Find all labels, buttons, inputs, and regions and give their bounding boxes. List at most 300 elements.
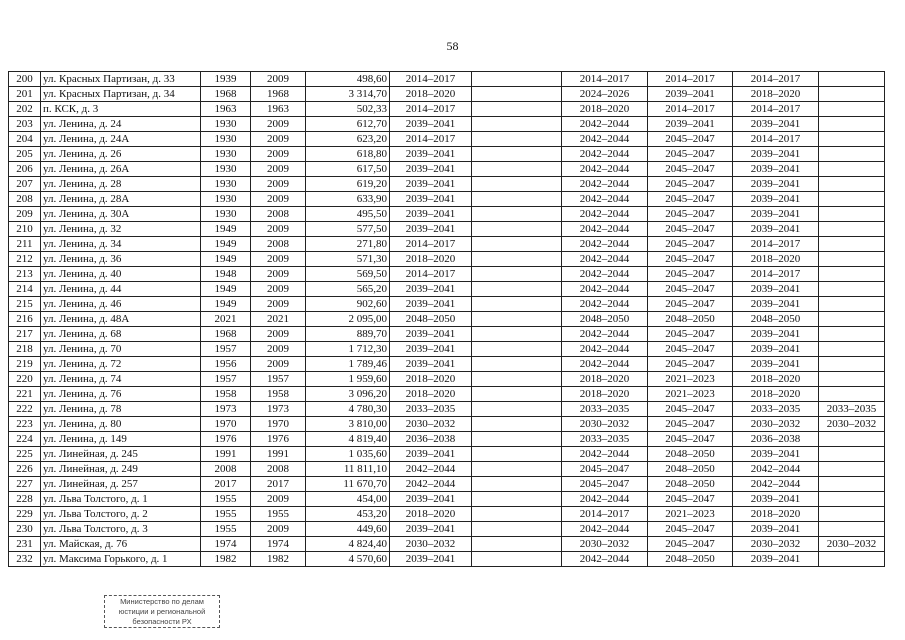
period-1-cell: 2030–2032 [390, 417, 472, 432]
period-3-cell: 2042–2044 [562, 117, 648, 132]
row-number-cell: 222 [9, 402, 41, 417]
address-cell: ул. Красных Партизан, д. 33 [41, 72, 201, 87]
year-cell: 2008 [251, 462, 306, 477]
period-1-cell: 2048–2050 [390, 312, 472, 327]
period-4-cell: 2045–2047 [648, 342, 733, 357]
period-6-cell: 2030–2032 [819, 537, 885, 552]
period-1-cell: 2039–2041 [390, 147, 472, 162]
period-4-cell: 2045–2047 [648, 222, 733, 237]
build-year-cell: 1968 [201, 87, 251, 102]
period-5-cell: 2039–2041 [733, 207, 819, 222]
period-4-cell: 2045–2047 [648, 492, 733, 507]
period-6-cell [819, 297, 885, 312]
period-3-cell: 2042–2044 [562, 357, 648, 372]
period-1-cell: 2039–2041 [390, 222, 472, 237]
period-1-cell: 2018–2020 [390, 372, 472, 387]
table-row [9, 417, 885, 432]
year-cell: 2009 [251, 327, 306, 342]
year-cell: 1957 [251, 372, 306, 387]
row-number-cell: 204 [9, 132, 41, 147]
area-cell: 498,60 [306, 72, 390, 87]
year-cell: 2008 [251, 207, 306, 222]
row-number-cell: 230 [9, 522, 41, 537]
table-row [9, 477, 885, 492]
period-6-cell [819, 342, 885, 357]
period-5-cell: 2018–2020 [733, 507, 819, 522]
year-cell: 2009 [251, 132, 306, 147]
address-cell: ул. Ленина, д. 44 [41, 282, 201, 297]
period-1-cell: 2039–2041 [390, 207, 472, 222]
row-number-cell: 213 [9, 267, 41, 282]
period-1-cell: 2039–2041 [390, 522, 472, 537]
table-row [9, 162, 885, 177]
period-4-cell: 2045–2047 [648, 402, 733, 417]
year-cell: 2009 [251, 162, 306, 177]
row-number-cell: 212 [9, 252, 41, 267]
period-3-cell: 2042–2044 [562, 342, 648, 357]
row-number-cell: 214 [9, 282, 41, 297]
address-cell: ул. Ленина, д. 40 [41, 267, 201, 282]
period-4-cell: 2045–2047 [648, 237, 733, 252]
period-6-cell [819, 192, 885, 207]
row-number-cell: 219 [9, 357, 41, 372]
period-5-cell: 2039–2041 [733, 222, 819, 237]
period-2-cell [472, 252, 562, 267]
period-2-cell [472, 267, 562, 282]
period-2-cell [472, 462, 562, 477]
address-cell: ул. Ленина, д. 26А [41, 162, 201, 177]
period-1-cell: 2039–2041 [390, 282, 472, 297]
period-4-cell: 2045–2047 [648, 327, 733, 342]
period-3-cell: 2048–2050 [562, 312, 648, 327]
period-3-cell: 2045–2047 [562, 462, 648, 477]
area-cell: 11 670,70 [306, 477, 390, 492]
period-1-cell: 2039–2041 [390, 447, 472, 462]
period-1-cell: 2039–2041 [390, 327, 472, 342]
build-year-cell: 1930 [201, 132, 251, 147]
period-2-cell [472, 552, 562, 567]
period-4-cell: 2045–2047 [648, 252, 733, 267]
period-5-cell: 2030–2032 [733, 417, 819, 432]
area-cell: 1 035,60 [306, 447, 390, 462]
period-3-cell: 2030–2032 [562, 537, 648, 552]
year-cell: 1968 [251, 87, 306, 102]
period-2-cell [472, 207, 562, 222]
period-5-cell: 2039–2041 [733, 522, 819, 537]
table-row [9, 177, 885, 192]
table-row [9, 117, 885, 132]
period-6-cell [819, 72, 885, 87]
stamp-line: безопасности РХ [132, 617, 192, 626]
period-4-cell: 2045–2047 [648, 207, 733, 222]
period-4-cell: 2048–2050 [648, 312, 733, 327]
period-6-cell [819, 522, 885, 537]
row-number-cell: 201 [9, 87, 41, 102]
period-2-cell [472, 237, 562, 252]
period-3-cell: 2042–2044 [562, 252, 648, 267]
period-3-cell: 2042–2044 [562, 222, 648, 237]
build-year-cell: 2017 [201, 477, 251, 492]
build-year-cell: 1949 [201, 222, 251, 237]
period-2-cell [472, 117, 562, 132]
address-cell: ул. Ленина, д. 26 [41, 147, 201, 162]
year-cell: 2009 [251, 192, 306, 207]
year-cell: 2008 [251, 237, 306, 252]
year-cell: 2009 [251, 72, 306, 87]
period-5-cell: 2039–2041 [733, 552, 819, 567]
period-1-cell: 2039–2041 [390, 342, 472, 357]
table-row [9, 432, 885, 447]
period-5-cell: 2039–2041 [733, 327, 819, 342]
area-cell: 565,20 [306, 282, 390, 297]
period-3-cell: 2033–2035 [562, 402, 648, 417]
period-2-cell [472, 447, 562, 462]
address-cell: ул. Ленина, д. 34 [41, 237, 201, 252]
period-1-cell: 2030–2032 [390, 537, 472, 552]
period-4-cell: 2045–2047 [648, 162, 733, 177]
period-5-cell: 2042–2044 [733, 477, 819, 492]
period-1-cell: 2039–2041 [390, 357, 472, 372]
build-year-cell: 1955 [201, 507, 251, 522]
row-number-cell: 217 [9, 327, 41, 342]
area-cell: 454,00 [306, 492, 390, 507]
area-cell: 571,30 [306, 252, 390, 267]
period-2-cell [472, 357, 562, 372]
period-2-cell [472, 297, 562, 312]
page-number: 58 [446, 39, 459, 53]
table-row [9, 312, 885, 327]
address-cell: ул. Ленина, д. 36 [41, 252, 201, 267]
address-cell: ул. Ленина, д. 28 [41, 177, 201, 192]
address-cell: ул. Ленина, д. 80 [41, 417, 201, 432]
period-5-cell: 2014–2017 [733, 237, 819, 252]
build-year-cell: 1963 [201, 102, 251, 117]
period-3-cell: 2042–2044 [562, 207, 648, 222]
period-6-cell [819, 237, 885, 252]
table-row [9, 72, 885, 87]
area-cell: 612,70 [306, 117, 390, 132]
row-number-cell: 225 [9, 447, 41, 462]
period-4-cell: 2045–2047 [648, 297, 733, 312]
period-3-cell: 2042–2044 [562, 177, 648, 192]
row-number-cell: 227 [9, 477, 41, 492]
period-2-cell [472, 312, 562, 327]
period-4-cell: 2048–2050 [648, 477, 733, 492]
table-row [9, 147, 885, 162]
address-cell: ул. Ленина, д. 149 [41, 432, 201, 447]
table-row [9, 357, 885, 372]
period-4-cell: 2039–2041 [648, 117, 733, 132]
table-row [9, 252, 885, 267]
period-6-cell [819, 207, 885, 222]
ministry-stamp [104, 595, 220, 628]
build-year-cell: 1930 [201, 177, 251, 192]
period-6-cell [819, 447, 885, 462]
period-3-cell: 2018–2020 [562, 387, 648, 402]
area-cell: 2 095,00 [306, 312, 390, 327]
period-3-cell: 2042–2044 [562, 522, 648, 537]
period-5-cell: 2018–2020 [733, 387, 819, 402]
period-1-cell: 2039–2041 [390, 552, 472, 567]
year-cell: 2009 [251, 297, 306, 312]
area-cell: 1 959,60 [306, 372, 390, 387]
period-2-cell [472, 507, 562, 522]
table-row [9, 267, 885, 282]
period-5-cell: 2036–2038 [733, 432, 819, 447]
build-year-cell: 1956 [201, 357, 251, 372]
period-6-cell [819, 282, 885, 297]
period-5-cell: 2033–2035 [733, 402, 819, 417]
build-year-cell: 1930 [201, 117, 251, 132]
period-2-cell [472, 162, 562, 177]
year-cell: 1991 [251, 447, 306, 462]
row-number-cell: 221 [9, 387, 41, 402]
table-row [9, 87, 885, 102]
row-number-cell: 209 [9, 207, 41, 222]
period-1-cell: 2014–2017 [390, 237, 472, 252]
period-6-cell [819, 147, 885, 162]
row-number-cell: 211 [9, 237, 41, 252]
year-cell: 1958 [251, 387, 306, 402]
table-row [9, 372, 885, 387]
area-cell: 623,20 [306, 132, 390, 147]
period-3-cell: 2042–2044 [562, 162, 648, 177]
period-5-cell: 2030–2032 [733, 537, 819, 552]
address-cell: ул. Ленина, д. 72 [41, 357, 201, 372]
period-3-cell: 2042–2044 [562, 282, 648, 297]
period-1-cell: 2014–2017 [390, 102, 472, 117]
period-2-cell [472, 222, 562, 237]
period-6-cell [819, 177, 885, 192]
area-cell: 3 096,20 [306, 387, 390, 402]
period-2-cell [472, 87, 562, 102]
period-4-cell: 2014–2017 [648, 102, 733, 117]
period-3-cell: 2030–2032 [562, 417, 648, 432]
area-cell: 3 810,00 [306, 417, 390, 432]
table-row [9, 327, 885, 342]
period-4-cell: 2045–2047 [648, 537, 733, 552]
row-number-cell: 200 [9, 72, 41, 87]
period-3-cell: 2042–2044 [562, 552, 648, 567]
period-4-cell: 2021–2023 [648, 387, 733, 402]
period-3-cell: 2014–2017 [562, 507, 648, 522]
address-cell: ул. Льва Толстого, д. 3 [41, 522, 201, 537]
period-2-cell [472, 402, 562, 417]
period-6-cell [819, 357, 885, 372]
period-2-cell [472, 387, 562, 402]
table-row [9, 102, 885, 117]
table-row [9, 132, 885, 147]
row-number-cell: 226 [9, 462, 41, 477]
row-number-cell: 206 [9, 162, 41, 177]
build-year-cell: 1949 [201, 252, 251, 267]
period-4-cell: 2045–2047 [648, 132, 733, 147]
build-year-cell: 1930 [201, 207, 251, 222]
period-4-cell: 2021–2023 [648, 507, 733, 522]
period-5-cell: 2014–2017 [733, 267, 819, 282]
address-cell: ул. Ленина, д. 28А [41, 192, 201, 207]
build-year-cell: 2008 [201, 462, 251, 477]
year-cell: 1973 [251, 402, 306, 417]
row-number-cell: 202 [9, 102, 41, 117]
year-cell: 2009 [251, 177, 306, 192]
address-cell: ул. Ленина, д. 48А [41, 312, 201, 327]
period-1-cell: 2014–2017 [390, 132, 472, 147]
table-row [9, 282, 885, 297]
address-cell: ул. Линейная, д. 257 [41, 477, 201, 492]
table-row [9, 297, 885, 312]
table-row [9, 492, 885, 507]
period-6-cell: 2030–2032 [819, 417, 885, 432]
period-4-cell: 2021–2023 [648, 372, 733, 387]
build-year-cell: 1948 [201, 267, 251, 282]
period-3-cell: 2045–2047 [562, 477, 648, 492]
build-year-cell: 1991 [201, 447, 251, 462]
period-5-cell: 2048–2050 [733, 312, 819, 327]
period-5-cell: 2039–2041 [733, 162, 819, 177]
row-number-cell: 210 [9, 222, 41, 237]
period-1-cell: 2018–2020 [390, 87, 472, 102]
year-cell: 2009 [251, 342, 306, 357]
table-row [9, 222, 885, 237]
year-cell: 1974 [251, 537, 306, 552]
period-5-cell: 2018–2020 [733, 252, 819, 267]
address-cell: ул. Красных Партизан, д. 34 [41, 87, 201, 102]
period-1-cell: 2033–2035 [390, 402, 472, 417]
period-6-cell: 2033–2035 [819, 402, 885, 417]
area-cell: 495,50 [306, 207, 390, 222]
period-6-cell [819, 507, 885, 522]
period-1-cell: 2018–2020 [390, 507, 472, 522]
period-6-cell [819, 462, 885, 477]
row-number-cell: 231 [9, 537, 41, 552]
area-cell: 577,50 [306, 222, 390, 237]
period-5-cell: 2042–2044 [733, 462, 819, 477]
period-1-cell: 2036–2038 [390, 432, 472, 447]
address-cell: ул. Ленина, д. 68 [41, 327, 201, 342]
year-cell: 2009 [251, 357, 306, 372]
area-cell: 569,50 [306, 267, 390, 282]
year-cell: 1955 [251, 507, 306, 522]
build-year-cell: 1949 [201, 237, 251, 252]
period-4-cell: 2045–2047 [648, 267, 733, 282]
address-cell: п. КСК, д. 3 [41, 102, 201, 117]
period-5-cell: 2039–2041 [733, 447, 819, 462]
period-2-cell [472, 417, 562, 432]
period-4-cell: 2045–2047 [648, 147, 733, 162]
build-year-cell: 2021 [201, 312, 251, 327]
period-2-cell [472, 537, 562, 552]
year-cell: 2009 [251, 282, 306, 297]
period-3-cell: 2033–2035 [562, 432, 648, 447]
area-cell: 502,33 [306, 102, 390, 117]
row-number-cell: 205 [9, 147, 41, 162]
period-2-cell [472, 282, 562, 297]
table-row [9, 522, 885, 537]
address-cell: ул. Ленина, д. 46 [41, 297, 201, 312]
period-3-cell: 2018–2020 [562, 372, 648, 387]
period-6-cell [819, 432, 885, 447]
table-row [9, 447, 885, 462]
period-4-cell: 2045–2047 [648, 432, 733, 447]
row-number-cell: 203 [9, 117, 41, 132]
period-2-cell [472, 192, 562, 207]
area-cell: 889,70 [306, 327, 390, 342]
period-1-cell: 2039–2041 [390, 297, 472, 312]
period-2-cell [472, 102, 562, 117]
build-year-cell: 1939 [201, 72, 251, 87]
area-cell: 619,20 [306, 177, 390, 192]
row-number-cell: 215 [9, 297, 41, 312]
year-cell: 2009 [251, 267, 306, 282]
period-5-cell: 2039–2041 [733, 192, 819, 207]
period-3-cell: 2042–2044 [562, 492, 648, 507]
year-cell: 1963 [251, 102, 306, 117]
period-6-cell [819, 132, 885, 147]
period-4-cell: 2048–2050 [648, 552, 733, 567]
area-cell: 4 570,60 [306, 552, 390, 567]
build-year-cell: 1982 [201, 552, 251, 567]
address-cell: ул. Льва Толстого, д. 1 [41, 492, 201, 507]
period-3-cell: 2042–2044 [562, 267, 648, 282]
period-6-cell [819, 387, 885, 402]
build-year-cell: 1957 [201, 342, 251, 357]
area-cell: 4 824,40 [306, 537, 390, 552]
build-year-cell: 1968 [201, 327, 251, 342]
row-number-cell: 224 [9, 432, 41, 447]
period-2-cell [472, 132, 562, 147]
period-4-cell: 2045–2047 [648, 522, 733, 537]
period-6-cell [819, 477, 885, 492]
stamp-line: Министерство по делам [120, 597, 204, 606]
period-3-cell: 2042–2044 [562, 447, 648, 462]
period-3-cell: 2018–2020 [562, 102, 648, 117]
stamp-line: юстиции и региональной [118, 607, 206, 616]
table-row [9, 507, 885, 522]
period-4-cell: 2045–2047 [648, 357, 733, 372]
period-6-cell [819, 267, 885, 282]
period-4-cell: 2045–2047 [648, 417, 733, 432]
period-4-cell: 2039–2041 [648, 87, 733, 102]
period-6-cell [819, 372, 885, 387]
row-number-cell: 232 [9, 552, 41, 567]
period-2-cell [472, 147, 562, 162]
period-3-cell: 2024–2026 [562, 87, 648, 102]
period-6-cell [819, 87, 885, 102]
period-5-cell: 2014–2017 [733, 132, 819, 147]
period-1-cell: 2042–2044 [390, 462, 472, 477]
address-cell: ул. Майская, д. 76 [41, 537, 201, 552]
row-number-cell: 207 [9, 177, 41, 192]
table-row [9, 192, 885, 207]
area-cell: 4 780,30 [306, 402, 390, 417]
year-cell: 2009 [251, 147, 306, 162]
build-year-cell: 1955 [201, 522, 251, 537]
period-4-cell: 2045–2047 [648, 177, 733, 192]
area-cell: 453,20 [306, 507, 390, 522]
build-year-cell: 1955 [201, 492, 251, 507]
area-cell: 633,90 [306, 192, 390, 207]
build-year-cell: 1957 [201, 372, 251, 387]
address-cell: ул. Льва Толстого, д. 2 [41, 507, 201, 522]
period-5-cell: 2039–2041 [733, 177, 819, 192]
period-2-cell [472, 432, 562, 447]
row-number-cell: 208 [9, 192, 41, 207]
period-5-cell: 2014–2017 [733, 72, 819, 87]
period-3-cell: 2014–2017 [562, 72, 648, 87]
table-row [9, 537, 885, 552]
period-3-cell: 2042–2044 [562, 132, 648, 147]
